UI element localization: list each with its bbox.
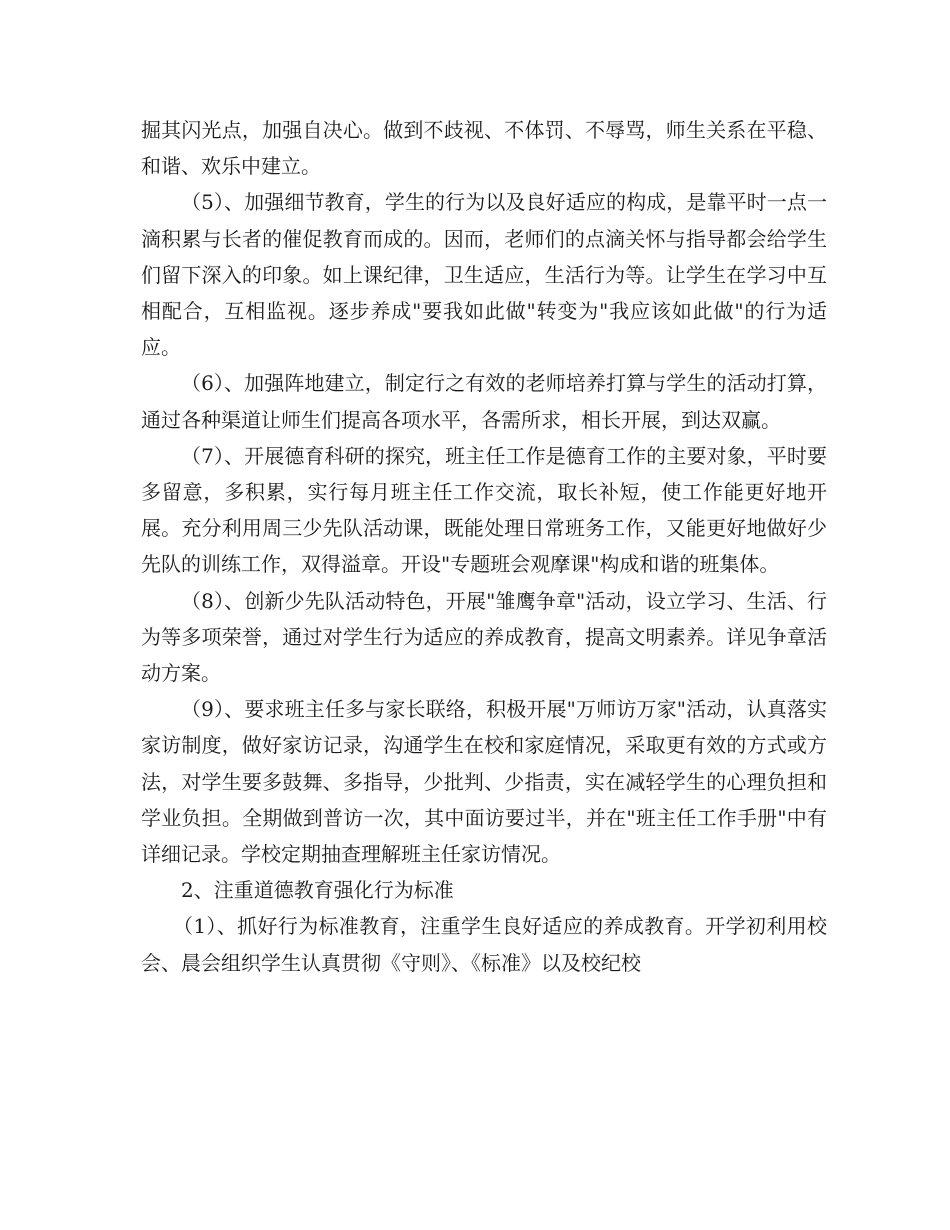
- document-page: [141, 112, 827, 981]
- paragraph-item-8: （8）、创新少先队活动特色，开展"雏鹰争章"活动，设立学习、生活、行为等多项荣誉，通过对学生行为适应的养成教育，提高文明素养。详见争章活动方案。: [141, 588, 827, 686]
- paragraph-item-5: （5）、加强细节教育，学生的行为以及良好适应的构成，是靠平时一点一滴积累与长者的催促教育而成的。因而，老师们的点滴关怀与指导都会给学生们留下深入的印象。如上课纪律，卫生适应，生活行为等。让学生在学习中互相配合，互相监视。逐步养成"要我如此做"转变为"我应该如此做"的行为适应。: [141, 190, 827, 360]
- paragraph-item-6: （6）、加强阵地建立，制定行之有效的老师培养打算与学生的活动打算，通过各种渠道让师生们提高各项水平，各需所求，相长开展，到达双赢。: [141, 371, 827, 432]
- paragraph-continuation: 掘其闪光点，加强自决心。做到不歧视、不体罚、不辱骂，师生关系在平稳、和谐、欢乐中建立。: [141, 118, 827, 179]
- paragraph-item-7: （7）、开展德育科研的探究，班主任工作是德育工作的主要对象，平时要多留意，多积累，实行每月班主任工作交流，取长补短，使工作能更好地开展。充分利用周三少先队活动课，既能处理日常班务工作，又能更好地做好少先队的训练工作，双得溢章。开设"专题班会观摩课"构成和谐的班集体。: [141, 443, 827, 577]
- section-heading-2: 2、注重道德教育强化行为标准: [181, 878, 454, 903]
- paragraph-item-1: （1）、抓好行为标准教育，注重学生良好适应的养成教育。开学初利用校会、晨会组织学生认真贯彻《守则》、《标准》以及校纪校: [141, 914, 827, 975]
- paragraph-item-9: （9）、要求班主任多与家长联络，积极开展"万师访万家"活动，认真落实家访制度，做好家访记录，沟通学生在校和家庭情况，采取更有效的方式或方法，对学生要多鼓舞、多指导，少批判、少指责，实在减轻学生的心理负担和学业负担。全期做到普访一次，其中面访要过半，并在"班主任工作手册"中有详细记录。学校定期抽查理解班主任家访情况。: [141, 697, 827, 867]
